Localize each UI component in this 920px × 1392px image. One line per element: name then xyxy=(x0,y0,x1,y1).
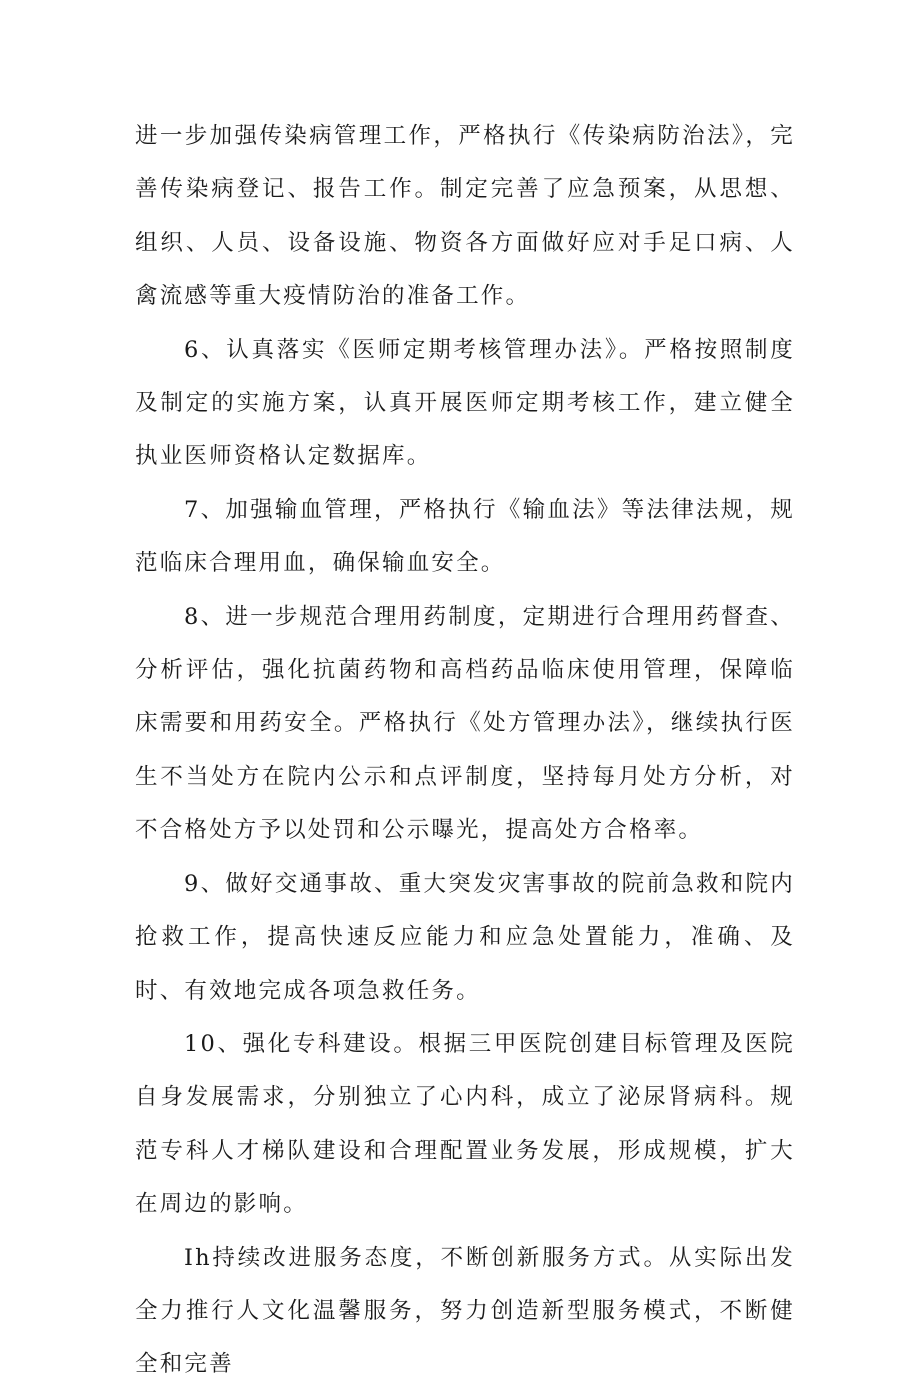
paragraph-item-8-rational-drug-use: 8、进一步规范合理用药制度，定期进行合理用药督查、分析评估，强化抗菌药物和高档药品临床使用管理，保障临床需要和用药安全。严格执行《处方管理办法》，继续执行医生不当处方在院内公示和点评制度，坚持每月处方分析，对不合格处方予以处罚和公示曝光，提高处方合格率。 xyxy=(135,603,795,844)
paragraph-item-11-service-improvement: Ih持续改进服务态度，不断创新服务方式。从实际出发全力推行人文化温馨服务，努力创造新型服务模式，不断健全和完善 xyxy=(135,1244,795,1378)
paragraph-continued-infectious-disease: 进一步加强传染病管理工作，严格执行《传染病防治法》，完善传染病登记、报告工作。制定完善了应急预案，从思想、组织、人员、设备设施、物资各方面做好应对手足口病、人禽流感等重大疫情防治的准备工作。 xyxy=(135,123,795,310)
paragraph-item-6-physician-assessment: 6、认真落实《医师定期考核管理办法》。严格按照制度及制定的实施方案，认真开展医师定期考核工作，建立健全执业医师资格认定数据库。 xyxy=(135,336,795,470)
paragraph-item-9-emergency-rescue: 9、做好交通事故、重大突发灾害事故的院前急救和院内抢救工作，提高快速反应能力和应急处置能力，准确、及时、有效地完成各项急救任务。 xyxy=(135,870,795,1004)
document-body xyxy=(135,110,795,1392)
paragraph-item-7-blood-transfusion: 7、加强输血管理，严格执行《输血法》等法律法规，规范临床合理用血，确保输血安全。 xyxy=(135,496,795,577)
paragraph-item-10-specialty-development: 10、强化专科建设。根据三甲医院创建目标管理及医院自身发展需求，分别独立了心内科，成立了泌尿肾病科。规范专科人才梯队建设和合理配置业务发展，形成规模，扩大在周边的影响。 xyxy=(135,1030,795,1218)
